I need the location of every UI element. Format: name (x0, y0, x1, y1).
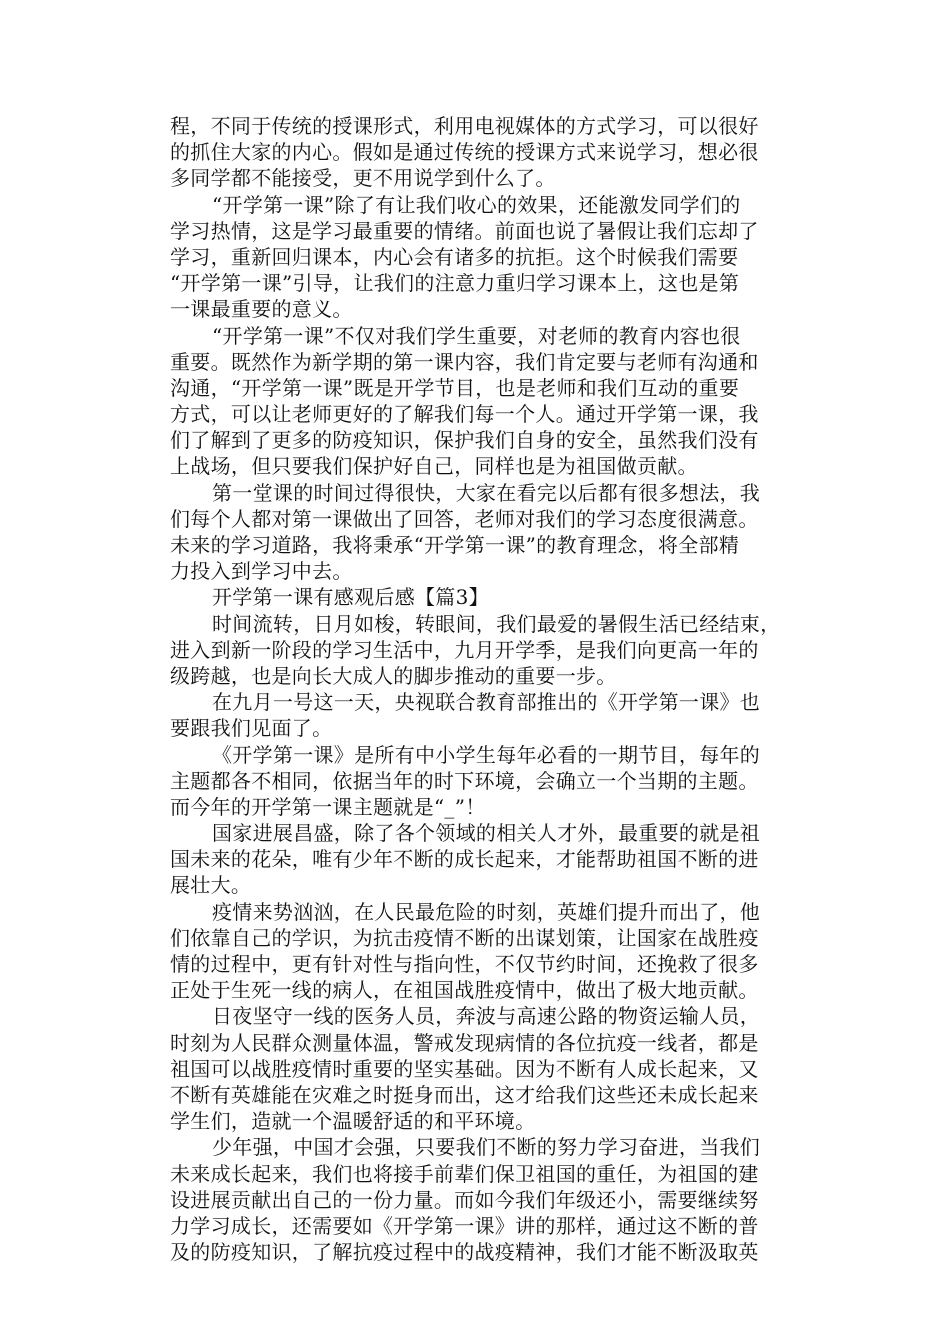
text-line: “开学第一课”引导，让我们的注意力重归学习课本上，这也是第 (170, 271, 740, 296)
text-line: 一课最重要的意义。 (170, 297, 353, 322)
text-line: 第一堂课的时间过得很快，大家在看完以后都有很多想法，我 (212, 480, 761, 505)
text-line: 少年强，中国才会强，只要我们不断的努力学习奋进，当我们 (212, 1135, 761, 1160)
text-line: “开学第一课”不仅对我们学生重要，对老师的教育内容也很 (212, 323, 741, 348)
text-line: 学生们，造就一个温暖舒适的和平环境。 (170, 1109, 536, 1134)
text-line: 程，不同于传统的授课形式，利用电视媒体的方式学习，可以很好 (170, 114, 759, 138)
text-line: 主题都各不相同，依据当年的时下环境，会确立一个当期的主题。 (170, 768, 759, 793)
text-line: 时间流转，日月如梭，转眼间，我们最爱的暑假生活已经结束， (212, 611, 781, 636)
text-line: 情的过程中，更有针对性与指向性，不仅节约时间，还挽救了很多 (170, 952, 759, 976)
text-line: 们依靠自己的学识，为抗击疫情不断的出谋划策，让国家在战胜疫 (170, 925, 759, 950)
text-line: 而今年的开学第一课主题就是“_”！ (170, 794, 486, 819)
text-line: 国家进展昌盛，除了各个领域的相关人才外，最重要的就是祖 (212, 821, 761, 846)
text-line: 方式，可以让老师更好的了解我们每一个人。通过开学第一课，我 (170, 402, 759, 427)
text-line: 学习热情，这是学习最重要的情绪。前面也说了暑假让我们忘却了 (170, 218, 759, 243)
text-line: 上战场，但只要我们保护好自己，同样也是为祖国做贡献。 (170, 454, 698, 479)
text-line: 的抓住大家的内心。假如是通过传统的授课方式来说学习，想必很 (170, 140, 759, 165)
text-line: 们每个人都对第一课做出了回答，老师对我们的学习态度很满意。 (170, 506, 759, 531)
text-line: 在九月一号这一天，央视联合教育部推出的《开学第一课》也 (212, 690, 761, 715)
text-line: 沟通，“开学第一课”既是开学节目，也是老师和我们互动的重要 (170, 375, 740, 400)
text-line: 开学第一课有感观后感【篇3】 (212, 585, 489, 610)
text-line: 展壮大。 (170, 873, 252, 898)
text-line: 及的防疫知识，了解抗疫过程中的战疫精神，我们才能不断汲取英 (170, 1240, 759, 1265)
text-line: 重要。既然作为新学期的第一课内容，我们肯定要与老师有沟通和 (170, 349, 759, 374)
text-line: 多同学都不能接受，更不用说学到什么了。 (170, 166, 556, 191)
text-line: 力投入到学习中去。 (170, 559, 353, 584)
text-line: 未来成长起来，我们也将接手前辈们保卫祖国的重任，为祖国的建 (170, 1161, 759, 1186)
text-line: 疫情来势汹汹，在人民最危险的时刻，英雄们提升而出了，他 (212, 899, 761, 924)
document-body (170, 113, 830, 1265)
text-line: 要跟我们见面了。 (170, 716, 333, 741)
text-line: 国未来的花朵，唯有少年不断的成长起来，才能帮助祖国不断的进 (170, 847, 759, 872)
text-line: 未来的学习道路，我将秉承“开学第一课”的教育理念，将全部精 (170, 533, 740, 557)
text-line: 力学习成长，还需要如《开学第一课》讲的那样，通过这不断的普 (170, 1213, 759, 1238)
text-line: 正处于生死一线的病人，在祖国战胜疫情中，做出了极大地贡献。 (170, 978, 759, 1003)
text-line: 们了解到了更多的防疫知识，保护我们自身的安全，虽然我们没有 (170, 428, 759, 453)
text-line: “开学第一课”除了有让我们收心的效果，还能激发同学们的 (212, 192, 741, 217)
text-line: 不断有英雄能在灾难之时挺身而出，这才给我们这些还未成长起来 (170, 1082, 759, 1107)
text-line: 《开学第一课》是所有中小学生每年必看的一期节目，每年的 (212, 742, 761, 767)
text-line: 祖国可以战胜疫情时重要的坚实基础。因为不断有人成长起来，又 (170, 1056, 759, 1081)
text-line: 学习，重新回归课本，内心会有诸多的抗拒。这个时候我们需要 (170, 244, 739, 269)
text-line: 日夜坚守一线的医务人员，奔波与高速公路的物资运输人员， (212, 1004, 761, 1029)
text-line: 时刻为人民群众测量体温，警戒发现病情的各位抗疫一线者，都是 (170, 1030, 759, 1055)
text-line: 设进展贡献出自己的一份力量。而如今我们年级还小，需要继续努 (170, 1187, 759, 1212)
text-line: 级跨越，也是向长大成人的脚步推动的重要一步。 (170, 663, 617, 688)
text-line: 进入到新一阶段的学习生活中，九月开学季，是我们向更高一年的 (170, 637, 759, 662)
